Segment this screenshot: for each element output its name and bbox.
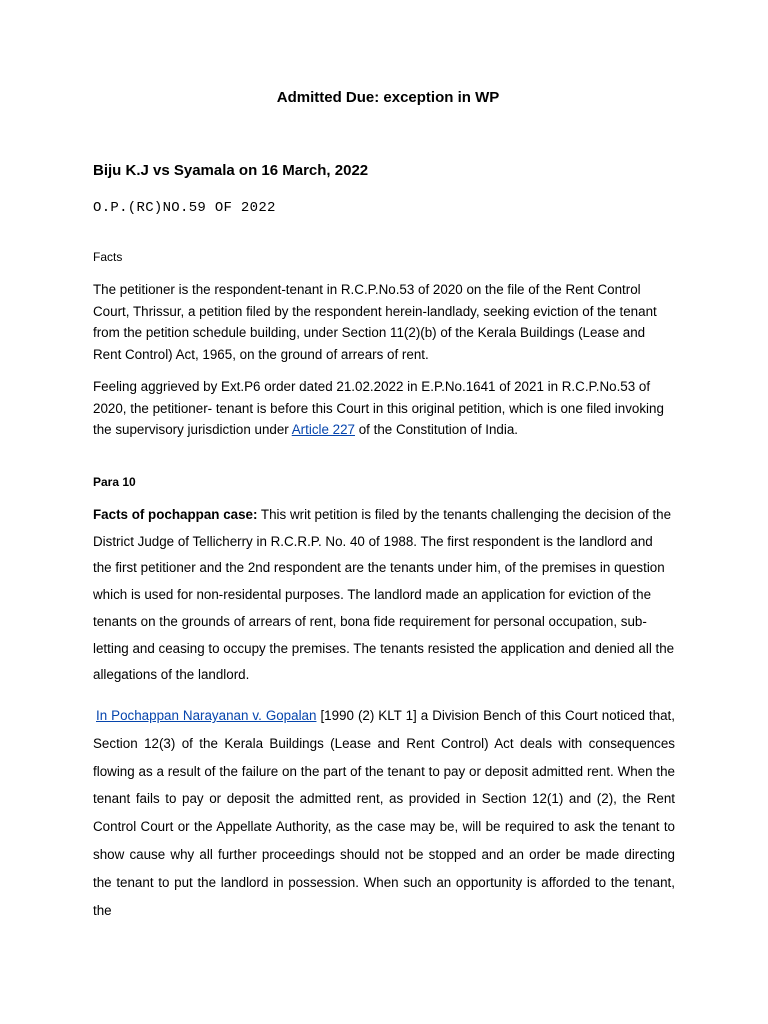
facts-paragraph-2-text-b: of the Constitution of India. (355, 422, 519, 437)
pochappan-case-link[interactable]: In Pochappan Narayanan v. Gopalan (96, 708, 317, 723)
pochappan-facts-paragraph (93, 502, 675, 689)
article-227-link[interactable]: Article 227 (291, 422, 355, 437)
facts-paragraph-1: The petitioner is the respondent-tenant in R.C.P.No.53 of 2020 on the file of the Rent Control Court, Thrissur, a petition filed by the respondent herein-landlady, seeking eviction of the tenant from the petition schedule building, under Section 11(2)(b) of the Kerala Buildings (Lease and Rent Control) Act, 1965, on the ground of arrears of rent. (93, 282, 657, 362)
document-title: Admitted Due: exception in WP (276, 89, 500, 106)
case-title: Biju K.J vs Syamala on 16 March, 2022 (93, 162, 369, 179)
pochappan-facts-text: This writ petition is filed by the tenants challenging the decision of the District Judge of Tellicherry in R.C.R.P. No. 40 of 1988. The first respondent is the landlord and the first petitioner and the 2nd respondent are the tenants under him, of the premises in question which is used for non-residental purposes. The landlord made an application for eviction of the tenants on the grounds of arrears of rent, bona fide requirement for personal occupation, sub-letting and ceasing to occupy the premises. The tenants resisted the application and denied all the allegations of the landlord. (93, 507, 675, 683)
division-bench-paragraph (93, 702, 675, 924)
para-label: Para 10 (93, 475, 136, 489)
pochappan-facts-heading: Facts of pochappan case: (93, 507, 258, 522)
facts-label: Facts (93, 250, 123, 264)
division-bench-text: [1990 (2) KLT 1] a Division Bench of this Court noticed that, Section 12(3) of the Kerala Buildings (Lease and Rent Control) Act deals with consequences flowing as a result of the failure on the part of the tenant to pay or deposit admitted rent. When the tenant fails to pay or deposit the admitted rent, as provided in Section 12(1) and (2), the Rent Control Court or the Appellate Authority, as the case may be, will be required to ask the tenant to show cause why all further proceedings should not be stopped and an order be made directing the tenant to put the landlord in possession. When such an opportunity is afforded to the tenant, the (93, 708, 675, 918)
case-number: O.P.(RC)NO.59 OF 2022 (93, 200, 276, 216)
facts-paragraph-2-text-a: Feeling aggrieved by Ext.P6 order dated 21.02.2022 in E.P.No.1641 of 2021 in R.C.P.No.53 of 2020, the petitioner- tenant is before this Court in this original petition, which is one filed invoking the supervisory jurisdiction under (93, 379, 664, 437)
facts-paragraph-2 (93, 376, 675, 441)
